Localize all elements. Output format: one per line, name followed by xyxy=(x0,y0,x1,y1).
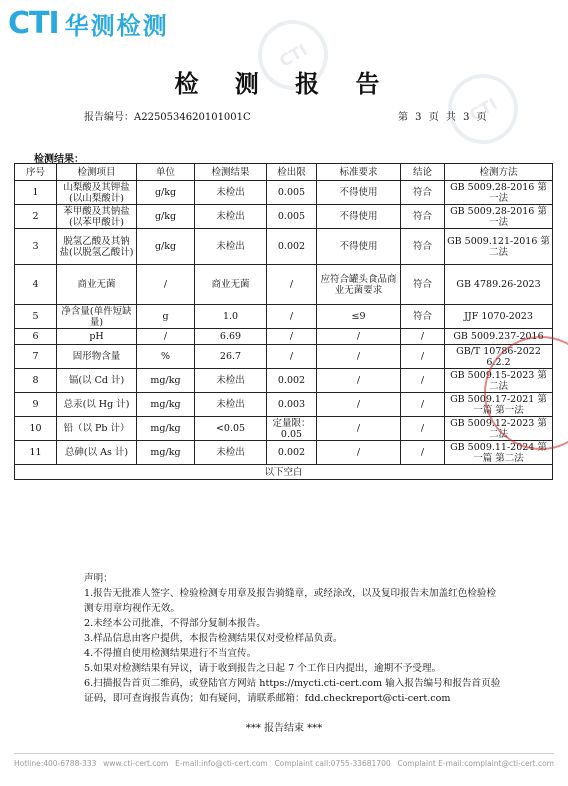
cell-item: pH xyxy=(57,329,137,345)
cell-unit: mg/kg xyxy=(137,369,195,393)
cell-requirement: / xyxy=(317,393,401,417)
statement-item: 5.如果对检测结果有异议，请于收到报告之日起 7 个工作日内提出，逾期不予受理。 xyxy=(84,663,442,674)
cell-no: 1 xyxy=(15,181,57,205)
cell-unit: / xyxy=(137,329,195,345)
table-row xyxy=(15,329,553,345)
logo-name: 华测检测 xyxy=(64,12,169,40)
col-header: 结论 xyxy=(401,164,445,181)
table-row xyxy=(15,265,553,305)
footer-email[interactable]: E-mail:info@cti-cert.com xyxy=(175,759,268,768)
cell-unit: mg/kg xyxy=(137,393,195,417)
cell-requirement: 不得使用 xyxy=(317,181,401,205)
cell-requirement: / xyxy=(317,441,401,465)
table-row xyxy=(15,393,553,417)
cell-conclusion: / xyxy=(401,417,445,441)
cell-requirement: / xyxy=(317,417,401,441)
col-header: 单位 xyxy=(137,164,195,181)
statement-heading: 声明： xyxy=(84,573,113,584)
table-header-row xyxy=(15,164,553,181)
table-row xyxy=(15,205,553,229)
cell-item: 山梨酸及其钾盐(以山梨酸计) xyxy=(57,181,137,205)
cell-conclusion: 符合 xyxy=(401,181,445,205)
company-logo xyxy=(8,6,169,41)
footer-complaint-call: Complaint call:0755-33681700 xyxy=(274,759,391,768)
cell-method: GB 5009.17-2021 第一篇 第一法 xyxy=(445,393,553,417)
cell-method: GB 5009.121-2016 第二法 xyxy=(445,229,553,265)
cell-method: GB 5009.12-2023 第二法 xyxy=(445,417,553,441)
cell-conclusion: / xyxy=(401,345,445,369)
cell-unit: mg/kg xyxy=(137,417,195,441)
cell-requirement: 不得使用 xyxy=(317,229,401,265)
cell-result: 商业无菌 xyxy=(195,265,267,305)
table-row xyxy=(15,441,553,465)
footer-complaint-email[interactable]: Complaint E-mail:complaint@cti-cert.com xyxy=(397,759,554,768)
cell-item: 总砷(以 As 计) xyxy=(57,441,137,465)
cell-lod: / xyxy=(267,305,317,329)
cell-lod: 0.005 xyxy=(267,181,317,205)
table-row xyxy=(15,369,553,393)
col-header: 序号 xyxy=(15,164,57,181)
cell-item: 苯甲酸及其钠盐(以苯甲酸计) xyxy=(57,205,137,229)
statement xyxy=(84,571,504,706)
cell-no: 5 xyxy=(15,305,57,329)
cell-conclusion: 符合 xyxy=(401,305,445,329)
statement-item: 6.扫描报告首页二维码，或登陆官方网站 https://mycti.cti-cert.com 输入报告编号和报告首页验证码，即可查询报告真伪；如有疑问，请联系邮箱：fdd.checkreport@cti-cert.com xyxy=(84,678,501,704)
statement-item: 1.报告无批准人签字、检验检测专用章及报告骑缝章，或经涂改，以及复印报告未加盖红色检验检测专用章均视作无效。 xyxy=(84,588,497,614)
cell-unit: % xyxy=(137,345,195,369)
col-header: 检测项目 xyxy=(57,164,137,181)
cell-item: 总汞(以 Hg 计) xyxy=(57,393,137,417)
cell-unit: g/kg xyxy=(137,229,195,265)
cell-item: 净含量(单件短缺量) xyxy=(57,305,137,329)
cell-item: 商业无菌 xyxy=(57,265,137,305)
cell-requirement: / xyxy=(317,345,401,369)
statement-item: 2.未经本公司批准，不得部分复制本报告。 xyxy=(84,618,266,629)
cell-result: 6.69 xyxy=(195,329,267,345)
table-footer: 以下空白 xyxy=(15,465,553,480)
cell-no: 7 xyxy=(15,345,57,369)
statement-item: 4.不得擅自使用检测结果进行不当宣传。 xyxy=(84,648,257,659)
cell-method: GB 5009.237-2016 xyxy=(445,329,553,345)
cell-unit: g/kg xyxy=(137,181,195,205)
cell-result: 未检出 xyxy=(195,393,267,417)
cell-requirement: 不得使用 xyxy=(317,205,401,229)
cell-conclusion: / xyxy=(401,369,445,393)
cell-conclusion: 符合 xyxy=(401,229,445,265)
cell-result: 未检出 xyxy=(195,369,267,393)
cell-lod: / xyxy=(267,345,317,369)
cell-no: 10 xyxy=(15,417,57,441)
cell-method: GB 5009.15-2023 第二法 xyxy=(445,369,553,393)
cell-method: JJF 1070-2023 xyxy=(445,305,553,329)
page-info: 第 3 页 共 3 页 xyxy=(398,112,487,123)
cell-unit: mg/kg xyxy=(137,441,195,465)
cell-conclusion: / xyxy=(401,329,445,345)
cell-lod: 0.002 xyxy=(267,369,317,393)
table-footer-row xyxy=(15,465,553,480)
cell-method: GB/T 10786-2022 6.2.2 xyxy=(445,345,553,369)
cell-unit: g xyxy=(137,305,195,329)
cell-conclusion: / xyxy=(401,393,445,417)
cell-lod: 0.005 xyxy=(267,205,317,229)
cell-conclusion: 符合 xyxy=(401,205,445,229)
cell-unit: / xyxy=(137,265,195,305)
cell-conclusion: / xyxy=(401,441,445,465)
cell-no: 9 xyxy=(15,393,57,417)
watermark-icon: CTI xyxy=(435,61,531,157)
logo-brand: CTI xyxy=(8,6,59,41)
cell-no: 4 xyxy=(15,265,57,305)
cell-lod: / xyxy=(267,265,317,305)
table-row xyxy=(15,229,553,265)
cell-requirement: / xyxy=(317,329,401,345)
cell-method: GB 4789.26-2023 xyxy=(445,265,553,305)
cell-item: 固形物含量 xyxy=(57,345,137,369)
cell-result: <0.05 xyxy=(195,417,267,441)
cell-conclusion: 符合 xyxy=(401,265,445,305)
table-row xyxy=(15,345,553,369)
cell-no: 6 xyxy=(15,329,57,345)
cell-no: 8 xyxy=(15,369,57,393)
cell-result: 未检出 xyxy=(195,205,267,229)
footer-hotline: Hotline:400-6788-333 xyxy=(14,759,97,768)
col-header: 检测方法 xyxy=(445,164,553,181)
report-number: 报告编号：A2250534620101001C xyxy=(84,112,251,123)
report-end: *** 报告结束 *** xyxy=(245,723,323,734)
table-row xyxy=(15,181,553,205)
cell-item: 脱氢乙酸及其钠盐(以脱氢乙酸计) xyxy=(57,229,137,265)
cell-result: 未检出 xyxy=(195,181,267,205)
report-title: 检 测 报 告 xyxy=(174,69,394,98)
cell-lod: 定量限：0.05 xyxy=(267,417,317,441)
cell-result: 1.0 xyxy=(195,305,267,329)
col-header: 检测结果 xyxy=(195,164,267,181)
col-header: 标准要求 xyxy=(317,164,401,181)
col-header: 检出限 xyxy=(267,164,317,181)
cell-result: 未检出 xyxy=(195,441,267,465)
cell-item: 铅（以 Pb 计） xyxy=(57,417,137,441)
watermark-icon: CTI xyxy=(245,7,341,103)
cell-requirement: / xyxy=(317,369,401,393)
table-row xyxy=(15,305,553,329)
cell-lod: 0.002 xyxy=(267,229,317,265)
cell-method: GB 5009.28-2016 第一法 xyxy=(445,181,553,205)
cell-unit: g/kg xyxy=(137,205,195,229)
cell-lod: 0.002 xyxy=(267,441,317,465)
cell-lod: / xyxy=(267,329,317,345)
cell-no: 2 xyxy=(15,205,57,229)
cell-requirement: ≤9 xyxy=(317,305,401,329)
cell-no: 3 xyxy=(15,229,57,265)
footer-web[interactable]: www.cti-cert.com xyxy=(103,759,169,768)
cell-requirement: 应符合罐头食品商业无菌要求 xyxy=(317,265,401,305)
results-label: 检测结果： xyxy=(34,154,84,165)
results-table xyxy=(14,163,553,480)
cell-no: 11 xyxy=(15,441,57,465)
page-footer xyxy=(14,753,554,768)
cell-result: 26.7 xyxy=(195,345,267,369)
cell-item: 镉(以 Cd 计) xyxy=(57,369,137,393)
statement-item: 3.样品信息由客户提供，本报告检测结果仅对受检样品负责。 xyxy=(84,633,343,644)
cell-lod: 0.003 xyxy=(267,393,317,417)
cell-method: GB 5009.11-2024 第一篇 第二法 xyxy=(445,441,553,465)
cell-method: GB 5009.28-2016 第一法 xyxy=(445,205,553,229)
cell-result: 未检出 xyxy=(195,229,267,265)
table-row xyxy=(15,417,553,441)
